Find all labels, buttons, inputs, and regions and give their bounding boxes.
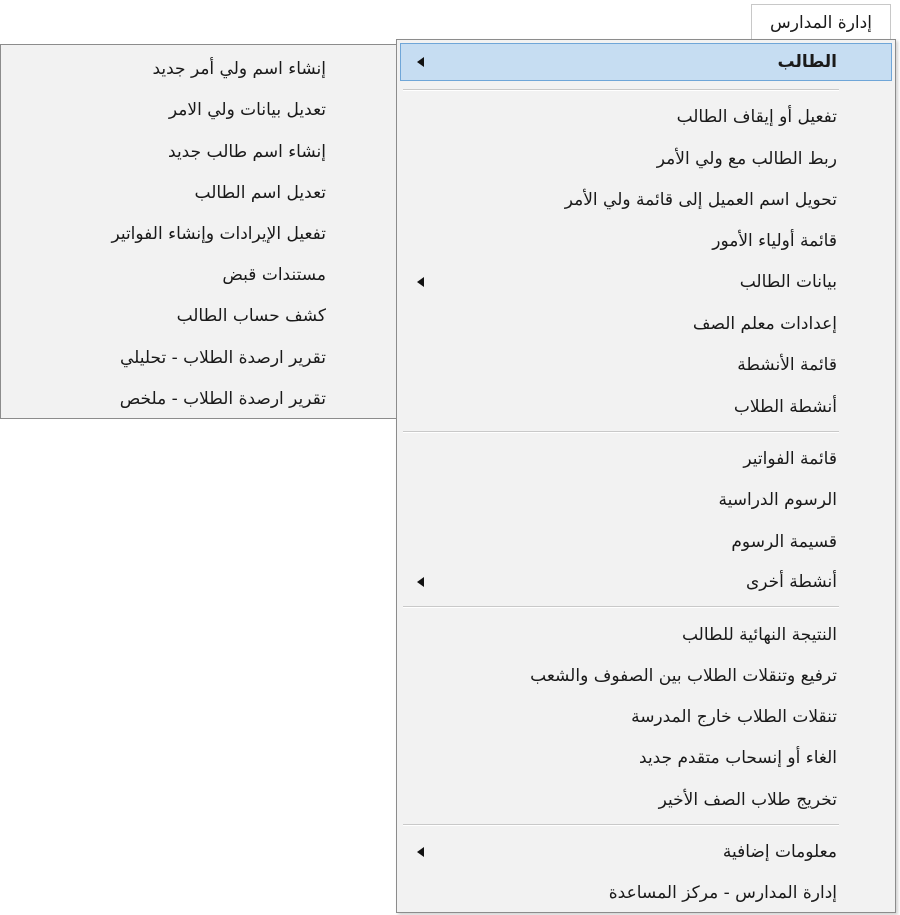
submenu-item-balances-report-detailed[interactable]: تقرير ارصدة الطلاب - تحليلي [119,348,326,368]
menu-item-graduate-final-class[interactable]: تخريج طلاب الصف الأخير [658,790,837,810]
menu-item-student-data[interactable]: بيانات الطالب [739,272,837,292]
submenu-arrow-icon [417,577,424,587]
submenu-item-receipt-vouchers[interactable]: مستندات قبض [222,265,326,285]
menu-item-final-result[interactable]: النتيجة النهائية للطالب [681,625,837,645]
menu-item-promotion-transfers[interactable]: ترفيع وتنقلات الطلاب بين الصفوف والشعب [530,666,837,686]
submenu-item-revenues-invoices[interactable]: تفعيل الإيرادات وإنشاء الفواتير [111,224,326,244]
menu-item-activities-list[interactable]: قائمة الأنشطة [737,355,837,375]
menu-separator [403,606,839,608]
submenu-item-new-student[interactable]: إنشاء اسم طالب جديد [168,142,326,162]
menu-item-cancel-withdraw-applicant[interactable]: الغاء أو إنسحاب متقدم جديد [639,748,837,768]
menubar-item-school-management[interactable]: إدارة المدارس [751,4,891,40]
menu-item-link-student-guardian[interactable]: ربط الطالب مع ولي الأمر [656,149,837,169]
menu-item-external-transfers[interactable]: تنقلات الطلاب خارج المدرسة [631,707,837,727]
menu-item-additional-info[interactable]: معلومات إضافية [722,842,837,862]
menu-item-student-activities[interactable]: أنشطة الطلاب [733,397,837,417]
submenu-item-new-guardian[interactable]: إنشاء اسم ولي أمر جديد [152,59,326,79]
menu-separator [403,431,839,433]
submenu-arrow-icon [417,277,424,287]
submenu-item-edit-guardian[interactable]: تعديل بيانات ولي الامر [168,100,326,120]
main-dropdown-menu [396,39,896,913]
submenu-arrow-icon [417,847,424,857]
submenu-item-edit-student-name[interactable]: تعديل اسم الطالب [194,183,326,203]
menu-item-student[interactable]: الطالب [777,52,837,72]
menu-item-tuition-fees[interactable]: الرسوم الدراسية [718,490,837,510]
submenu-item-student-statement[interactable]: كشف حساب الطالب [176,306,326,326]
menu-item-activate-suspend-student[interactable]: تفعيل أو إيقاف الطالب [676,107,837,127]
menu-item-guardians-list[interactable]: قائمة أولياء الأمور [712,231,837,251]
menu-item-help-center[interactable]: إدارة المدارس - مركز المساعدة [608,883,837,903]
menu-item-convert-customer-to-guardian[interactable]: تحويل اسم العميل إلى قائمة ولي الأمر [564,190,837,210]
submenu-arrow-icon [417,57,424,67]
menu-bar [0,0,900,40]
submenu-item-balances-report-summary[interactable]: تقرير ارصدة الطلاب - ملخص [119,389,326,409]
menu-item-fee-voucher[interactable]: قسيمة الرسوم [731,532,837,552]
menu-separator [403,89,839,91]
menu-item-invoices-list[interactable]: قائمة الفواتير [743,449,837,469]
menu-item-class-teacher-settings[interactable]: إعدادات معلم الصف [692,314,837,334]
student-submenu [0,44,397,419]
menu-separator [403,824,839,826]
menu-item-other-activities[interactable]: أنشطة أخرى [745,572,837,592]
